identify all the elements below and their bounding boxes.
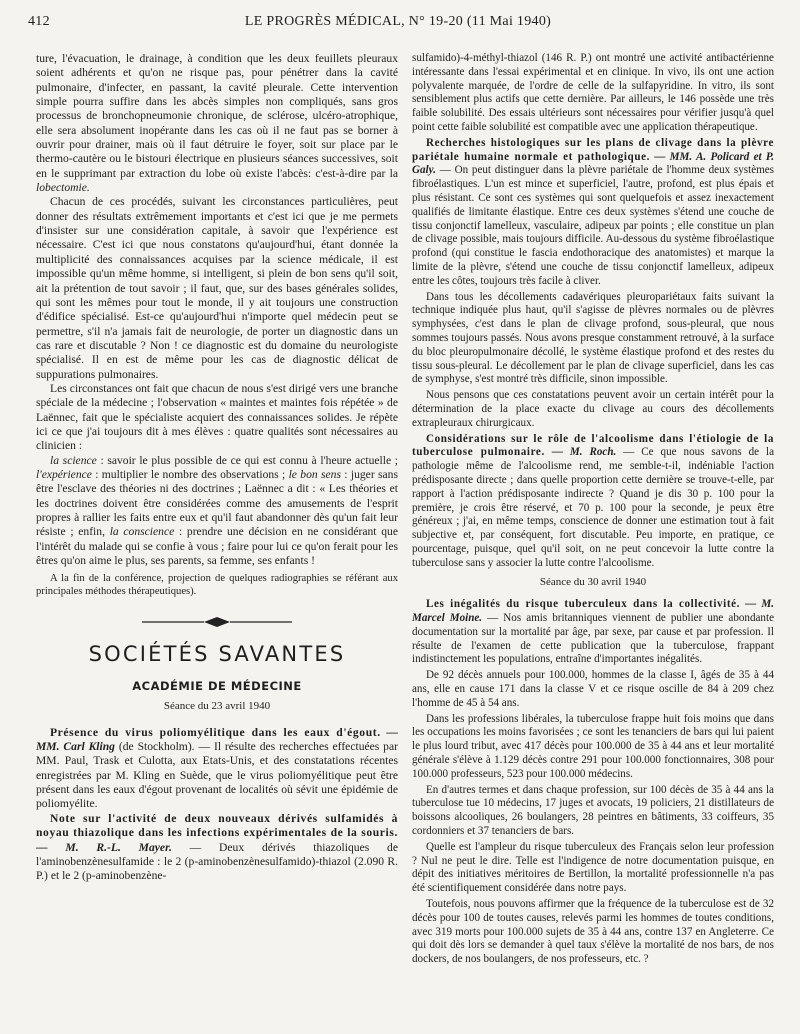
- article-entry: Présence du virus poliomyélitique dans les eaux d'égout. — MM. Carl Kling (de Stockholm). — Il résulte des recherches effectuées par MM. Paul, Trask et Culotta, aux Etats-Unis, et des constatations récentes enregistrées par M. Kling en Suède, que le virus poliomyélitique peut être présent dans les eaux d'égout provenant de localités où sévit une épidémie de poliomyélite.: [36, 725, 398, 811]
- paragraph: Nous pensons que ces constatations peuvent avoir un certain intérêt pour la détermination de la place exacte du clivage au cours des décollements extrapleuraux chirurgicaux.: [412, 389, 774, 429]
- academy-heading: ACADÉMIE DE MÉDECINE: [132, 679, 302, 694]
- page-number: 412: [28, 14, 50, 29]
- paragraph: Dans tous les décollements cadavériques pleuropariétaux faits suivant la technique indiquée plus haut, qu'il s'agisse de plèvres normales ou de plèvres symphysées, c'est dans le plan de clivage profond, sous-pleural, que nous sommes toujours passés. Nous avons presque constamment retrouvé, à la surface du bloc pleuropulmonaire décollé, le système élastique profond et des restes du tissu sous-pleural. Le décollement par le plan de clivage superficiel, dans les cas de symphyse, s'est montré très difficile, sinon impossible.: [412, 290, 774, 386]
- paragraph: ture, l'évacuation, le drainage, à condition que les deux feuillets pleuraux soient adhérents et qu'on ne risque pas, pour pénétrer dans la cavité pulmonaire, d'infecter, en passant, la cavité pleurale. Cette intervention simple pourra suffire dans les abcès simples non compliqués, sans gros processus de bronchopneumonie chronique, de sclérose, ulcéro-atrophique, elle sera absolument inopérante dans les cas où il ne faut pas se borner à ouvrir pour drainer, mais où il faut détruire le foyer, soit sur place par le thermo-cautère ou le bistouri électrique en plusieurs séances successives, soit en le supprimant par extraction du lobe où existe l'abcès: c'est-à-dire par la lobectomie.: [36, 52, 398, 195]
- section-ornament: [36, 616, 398, 632]
- article-entry: Recherches histologiques sur les plans de clivage dans la plèvre pariétale humaine normale et pathologique. — MM. A. Policard et P. Galy. — On peut distinguer dans la plèvre pariétale de l'homme deux systèmes fibroélastiques. L'un est mince et superficiel, l'autre, profond, est plus épais et plus résistant. Ce sont ces systèmes qui sont quelquefois et assez inexactement qualifiés de limitante élastique. Entre ces deux systèmes s'étend une couche de tissu conjonctif lamelleux, vasculaire, adipeux par points ; elle constitue un plan de clivage possible, mais toujours difficile. Au-dessous du système fibroélastique profond (qui constitue le fascia endothoracique des anatomistes) et marque la limite de la plèvre, s'étend une couche de tissu conjonctif lamelleux, adipeux entre les côtes, toujours très facile à cliver.: [412, 136, 774, 287]
- paragraph: Toutefois, nous pouvons affirmer que la fréquence de la tuberculose est de 32 décès pour 100 de toutes causes, relevés parmi les hommes de toutes conditions, avec 319 morts pour 100.000 sujets de 35 à 44 ans, contre 137 en Angleterre. Ce qui doit dès lors se demander à quel taux s'élève la mortalité de nos bars, de nos dockers, de nos boulangers, de nos professeurs, etc. ?: [412, 898, 774, 966]
- left-column: [36, 52, 398, 1027]
- paragraph: De 92 décès annuels pour 100.000, hommes de la classe I, âgés de 35 à 44 ans, elle en cause 171 dans la classe V et ce risque oscille de 84 à 209 chez l'homme de 45 à 54 ans.: [412, 669, 774, 709]
- article-entry: Note sur l'activité de deux nouveaux dérivés sulfamidés à noyau thiazolique dans les infections expérimentales de la souris. — M. R.-L. Mayer. — Deux dérivés thiazoliques de l'aminobenzènesulfamide : le 2 (p-aminobenzènesulfamido)-thiazol (2.090 R. P.) et le 2 (p-aminobenzène-: [36, 811, 398, 883]
- paragraph: En d'autres termes et dans chaque profession, sur 100 décès de 35 à 44 ans la tuberculose tue 10 médecins, 17 juges et avocats, 19 policiers, 21 distillateurs de boissons alcooliques, 26 boulangers, 28 peintres en bâtiments, 33 coiffeurs, 35 cordonniers et 37 tenanciers de bars.: [412, 783, 774, 838]
- paragraph: Quelle est l'ampleur du risque tuberculeux des Français selon leur profession ? Nul ne peut le dire. Telle est l'indigence de notre documentation puisque, en dépit des initiatives méritoires de Bertillon, la mortalité professionnelle n'a pas été scientifiquement considérée dans notre pays.: [412, 840, 774, 895]
- page-header: [28, 14, 768, 34]
- right-column: [412, 52, 774, 1027]
- paragraph: A la fin de la conférence, projection de quelques radiographies se référant aux principales méthodes thérapeutiques).: [36, 573, 398, 598]
- section-title: SOCIÉTÉS SAVANTES: [88, 641, 346, 666]
- paragraph: Les circonstances ont fait que chacun de nous s'est dirigé vers une branche spéciale de la médecine ; l'observation « maintes et maintes fois répétée » de Laënnec, fait que le spécialiste acquiert des connaissances solides. Je répète ici ce que j'ai toujours dit à mes élèves : quatre qualités sont nécessaires au clinicien :: [36, 381, 398, 453]
- paragraph: Dans les professions libérales, la tuberculose frappe huit fois moins que dans les occupations les moins favorisées ; ce sont les tenanciers de bars qui lui paient le plus lourd tribut, avec 417 décès pour 100.000 de 35 à 44 ans et leur mortalité générale s'élève à 1.129 décès contre 291 pour 100.000 fonctionnaires, 308 pour 100.000 professeurs, 523 pour 100.000 médecins.: [412, 712, 774, 780]
- paragraph: sulfamido)-4-méthyl-thiazol (146 R. P.) ont montré une activité antibactérienne intéressante dans l'essai expérimental et en clinique. In vivo, ils ont une action polyvalente marquée, de l'ordre de celle de la sulfapyridine. In vitro, ils sont sensiblement plus actifs que cette dernière. Par ailleurs, le 146 possède une très faible solubilité. Des essais ultérieurs sont nécessaires pour vérifier jusqu'à quel point cette faible solubilité est compatible avec une application thérapeutique.: [412, 52, 774, 133]
- journal-title: LE PROGRÈS MÉDICAL, N° 19-20 (11 Mai 1940): [244, 14, 552, 29]
- article-entry: Les inégalités du risque tuberculeux dans la collectivité. — M. Marcel Moine. — Nos amis britanniques viennent de publier une abondante documentation sur la mortalité par âge, par sexe, par cause et par profession. Il résulte de l'examen de cette publication que la tuberculose, frappant indistinctement les populations, entraîne d'importantes inégalités.: [412, 598, 774, 666]
- paragraph: la science : savoir le plus possible de ce qui est connu à l'heure actuelle ; l'expérience : multiplier le nombre des observations ; le bon sens : juger sans être l'esclave des théories ni des doctrines ; Laënnec a dit : « Les théories et les doctrines doivent être considérées comme des amusements de l'esprit propres à rallier les faits entre eux et qu'il faut abandonner dès qu'un fait leur résiste ; enfin, la conscience : prendre une décision en ne considérant que l'intérêt du malade qui se confie à vous ; faire pour lui ce qu'on ferait pour les êtres qu'on aime le plus, ses parents, sa femme, ses enfants !: [36, 453, 398, 568]
- session-date: Séance du 23 avril 1940: [163, 700, 271, 713]
- article-entry: Considérations sur le rôle de l'alcoolisme dans l'étiologie de la tuberculose pulmonaire. — M. Roch. — Ce que nous savons de la pathologie même de l'alcoolisme rend, me semble-t-il, indéniable l'action prédisposante directe ; dans quelle proportion cette dernière se trouve-t-elle, par rapport à l'action prédisposante indirecte ? Quand je dis 30 p. 100 pour la première, je crois être réservé, et 70 p. 100 pour la seconde, je peux être généreux ; j'ai, en même temps, conscience de donner une estimation tout à fait subjective et, par conséquent, fort discutable. Peu importe, en pratique, ce pourcentage, puisque, quel qu'il soit, on ne peut concevoir la lutte contre la tuberculose sans y associer la lutte contre l'alcoolisme.: [412, 432, 774, 569]
- session-date: Séance du 30 avril 1940: [539, 576, 647, 589]
- paragraph: Chacun de ces procédés, suivant les circonstances particulières, peut donner des résultats extrêmement importants et c'est ici que je me permets d'insister sur une considération capitale, à savoir que l'expérience est nécessaire. C'est ici que nous constatons qu'aujourd'hui, étant donnée la multiplicité des connaissances acquises par la science médicale, il est impossible qu'un même homme, si intelligent, si plein de bon sens qu'il soit, ait la prétention de tout savoir ; il faut, que, sur des bases générales solides, qui sont les mêmes pour tout le monde, il y ait toujours une construction d'édifice spécialisé. Est-ce qu'aujourd'hui n'importe quel médecin peut se permettre, s'il n'a jamais fait de neurologie, de porter un diagnostic dans un cas rare et discutable ? Non ! ce diagnostic est du domaine du neurologiste spécialisé. Il en est de même pour les cas de diagnostic délicat de suppurations pulmonaires.: [36, 195, 398, 381]
